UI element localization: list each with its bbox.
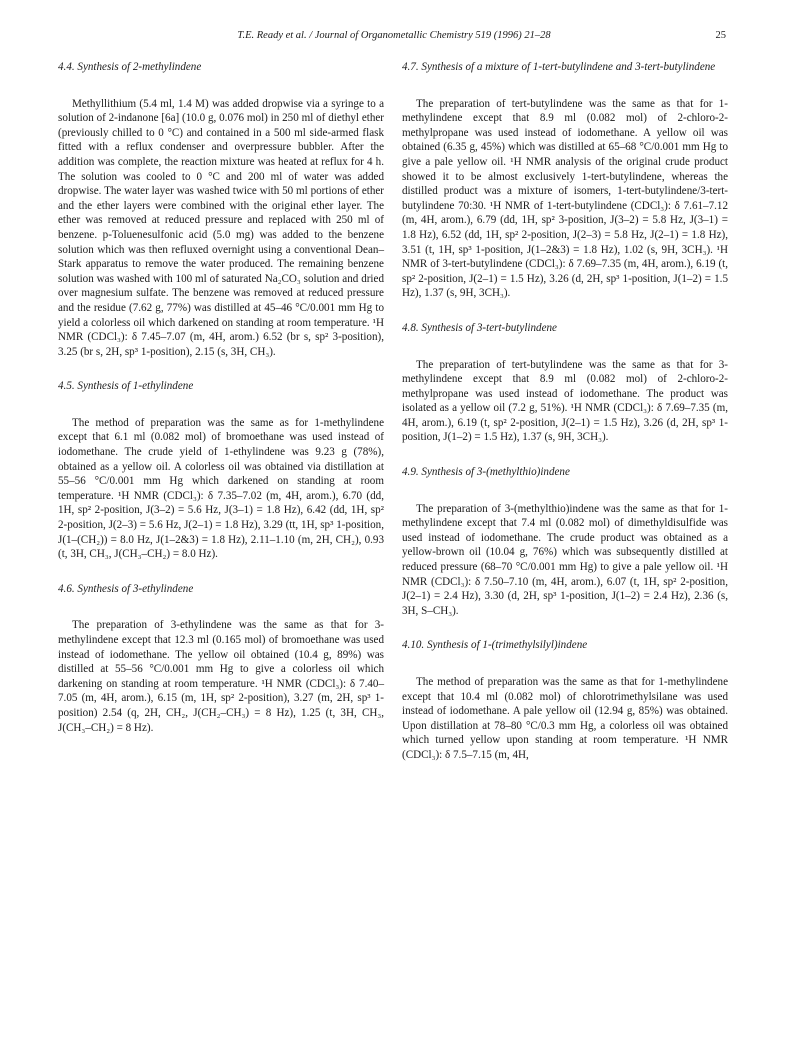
section-4-10 (402, 638, 728, 762)
section-heading: 4.7. Synthesis of a mixture of 1-tert-butylindene and 3-tert-butylindene (402, 61, 716, 73)
running-title: T.E. Ready et al. / Journal of Organometallic Chemistry 519 (1996) 21–28 (237, 30, 551, 41)
page-number: 25 (715, 30, 726, 41)
left-column (58, 60, 384, 735)
section-4-8 (402, 321, 728, 445)
section-body: The preparation of tert-butylindene was the same as that for 3-methylindene except that 8.9 ml (0.082 mol) of 2-chloro-2-methylpropane was used instead of iodomethane. The product was isolated as a yellow oil (7.2 g, 51%). ¹H NMR (CDCl₃): δ 7.69–7.35 (m, 4H, arom.), 6.19 (t, sp² 2-position, J(2–1) = 1.5 Hz), 3.26 (d, 2H, sp³ 1-position, J(1–2) = 1.5 Hz), 1.37 (s, 9H, 3CH₃). (402, 358, 728, 444)
section-heading: 4.6. Synthesis of 3-ethylindene (58, 582, 194, 595)
section-body: The preparation of tert-butylindene was the same as that for 1-methylindene except that 8.9 ml (0.082 mol) of 2-chloro-2-methylpropane was used instead of iodomethane. A yellow oil was obtained (6.35 g, 45%) which was distilled at 65–68 °C/0.001 mm Hg to give a pale yellow oil. ¹H NMR analysis of the original crude product showed it to be almost exclusively 1-tert-butylindene, whereas the distilled product was a mixture of isomers, 1-tert-butylindene/3-tert-butylindene 70:30. ¹H NMR of 1-tert-butylindene (CDCl₃): δ 7.61–7.12 (m, 4H, arom.), 6.79 (dd, 1H, sp² 3-position, J(3–2) = 5.8 Hz, J(3–1) = 1.8 Hz), 6.52 (dd, 1H, sp² 2-position, J(2–3) = 5.8 Hz, J(2–1) = 1.8 Hz), 3.51 (t, 1H, sp³ 1-position, J(1–2&3) = 1.8 Hz), 1.02 (s, 9H, 3CH₃). ¹H NMR of 3-tert-butylindene (CDCl₃): δ 7.69–7.35 (m, 4H, arom.), 6.19 (t, sp² 2-position, J(2–1) = 1.5 Hz), 3.26 (d, 2H, sp³ 1-position, J(1–2) = 1.5 Hz), 1.37 (s, 9H, 3CH₃). (402, 97, 728, 300)
section-body: The method of preparation was the same as for 1-methylindene except that 6.1 ml (0.082 mol) of bromoethane was used instead of iodomethane. The crude yield of 1-ethylindene was 9.23 g (78%), obtained as a yellow oil. A colorless oil was obtained via distillation at 55–56 °C/0.001 mm Hg which darkened on standing at room temperature. ¹H NMR (CDCl₃): δ 7.35–7.02 (m, 4H, arom.), 6.70 (dd, 1H, sp² 2-position, J(3–2) = 5.6 Hz, J(3–1) = 1.8 Hz), 6.42 (dd, 1H, sp² 2-position, J(2–3) = 5.6 Hz, J(2–1) = 1.8 Hz), 3.29 (tt, 1H, sp³ 1-position, J(1–(CH₂)) = 8.0 Hz, J(1–2&3) = 1.8 Hz), 2.11–1.10 (m, 2H, CH₂), 0.93 (t, 3H, CH₃, J(CH₃–CH₂) = 8.0 Hz). (58, 416, 384, 561)
section-4-5 (58, 379, 384, 562)
section-heading: 4.8. Synthesis of 3-tert-butylindene (402, 321, 557, 334)
section-4-9 (402, 465, 728, 618)
section-heading: 4.9. Synthesis of 3-(methylthio)indene (402, 466, 570, 479)
section-heading: 4.4. Synthesis of 2-methylindene (58, 61, 202, 73)
section-body: The preparation of 3-(methylthio)indene was the same as that for 1-methylindene except that 7.4 ml (0.082 mol) of dimethyldisulfide was used instead of iodomethane. The crude product was obtained as a yellow-brown oil (10.04 g, 76%) which was subsequently distilled at reduced pressure (68–70 °C/0.001 mm Hg) to give a pale yellow oil. ¹H NMR (CDCl₃): δ 7.50–7.10 (m, 4H, arom.), 6.07 (t, 1H, sp² 2-position, J(2–1) = 2.4 Hz), 3.30 (d, 2H, sp³ 1-position, J(1–2) = 2.4 Hz), 2.36 (s, 3H, S–CH₃). (402, 502, 728, 617)
section-4-7 (402, 60, 728, 301)
section-heading: 4.10. Synthesis of 1-(trimethylsilyl)indene (402, 639, 588, 652)
section-body: Methyllithium (5.4 ml, 1.4 M) was added dropwise via a syringe to a solution of 2-indanone [6a] (10.0 g, 0.076 mol) in 250 ml of diethyl ether (previously chilled to 0 °C) and contained in a 500 ml side-armed flask fitted with a reflux condenser and overpressure bubbler. After the addition was complete, the reaction mixture was heated at reflux for 4 h. The solution was cooled to 0 °C and 200 ml of water was added dropwise. The water layer was washed twice with 50 ml portions of ether and the ether layers were combined with the original ether layer. The ether was removed at reduced pressure and replaced with 250 ml of benzene. p-Toluenesulfonic acid (5.0 mg) was added to the benzene solution which was then refluxed overnight using a conventional Dean–Stark apparatus to remove the water produced. The remaining benzene solution was washed with 100 ml of saturated Na₂CO₃ solution and dried over magnesium sulfate. The benzene was removed at reduced pressure and the residue (7.62 g, 77%) was distilled at 45–46 °C/0.001 mm Hg to yield a colorless oil which darkened on standing at room temperature. ¹H NMR (CDCl₃): δ 7.45–7.07 (m, 4H, arom.) 6.52 (br s, sp² 3-position), 3.25 (br s, 2H, sp³ 1-position), 2.15 (s, 3H, CH₃). (58, 97, 384, 358)
section-body: The preparation of 3-ethylindene was the same as that for 3-methylindene except that 12.3 ml (0.165 mol) of bromoethane was used instead of iodomethane. The yellow oil obtained (10.4 g, 89%) was distilled at 55–56 °C/0.001 mm Hg to give a colorless oil which darkening on standing at room temperature. ¹H NMR (CDCl₃): δ 7.40–7.05 (m, 4H, arom.), 6.15 (m, 1H, sp² 2-position), 3.27 (m, 2H, sp³ 1-position) 2.54 (q, 2H, CH₂, J(CH₂–CH₃) = 8 Hz), 1.25 (t, 3H, CH₃, J(CH₃–CH₂) = 8 Hz). (58, 619, 384, 734)
section-heading: 4.5. Synthesis of 1-ethylindene (58, 380, 194, 393)
right-column (402, 60, 728, 763)
section-body: The method of preparation was the same as that for 1-methylindene except that 10.4 ml (0.082 mol) of chlorotrimethylsilane was used instead of iodomethane. A pale yellow oil (12.94 g, 85%) was obtained. Upon distillation at 78–80 °C/0.3 mm Hg, a colorless oil was obtained which turned yellow upon standing at room temperature. ¹H NMR (CDCl₃): δ 7.5–7.15 (m, 4H, (402, 676, 728, 761)
section-4-6 (58, 582, 384, 735)
section-4-4 (58, 60, 384, 359)
running-header (0, 30, 788, 46)
